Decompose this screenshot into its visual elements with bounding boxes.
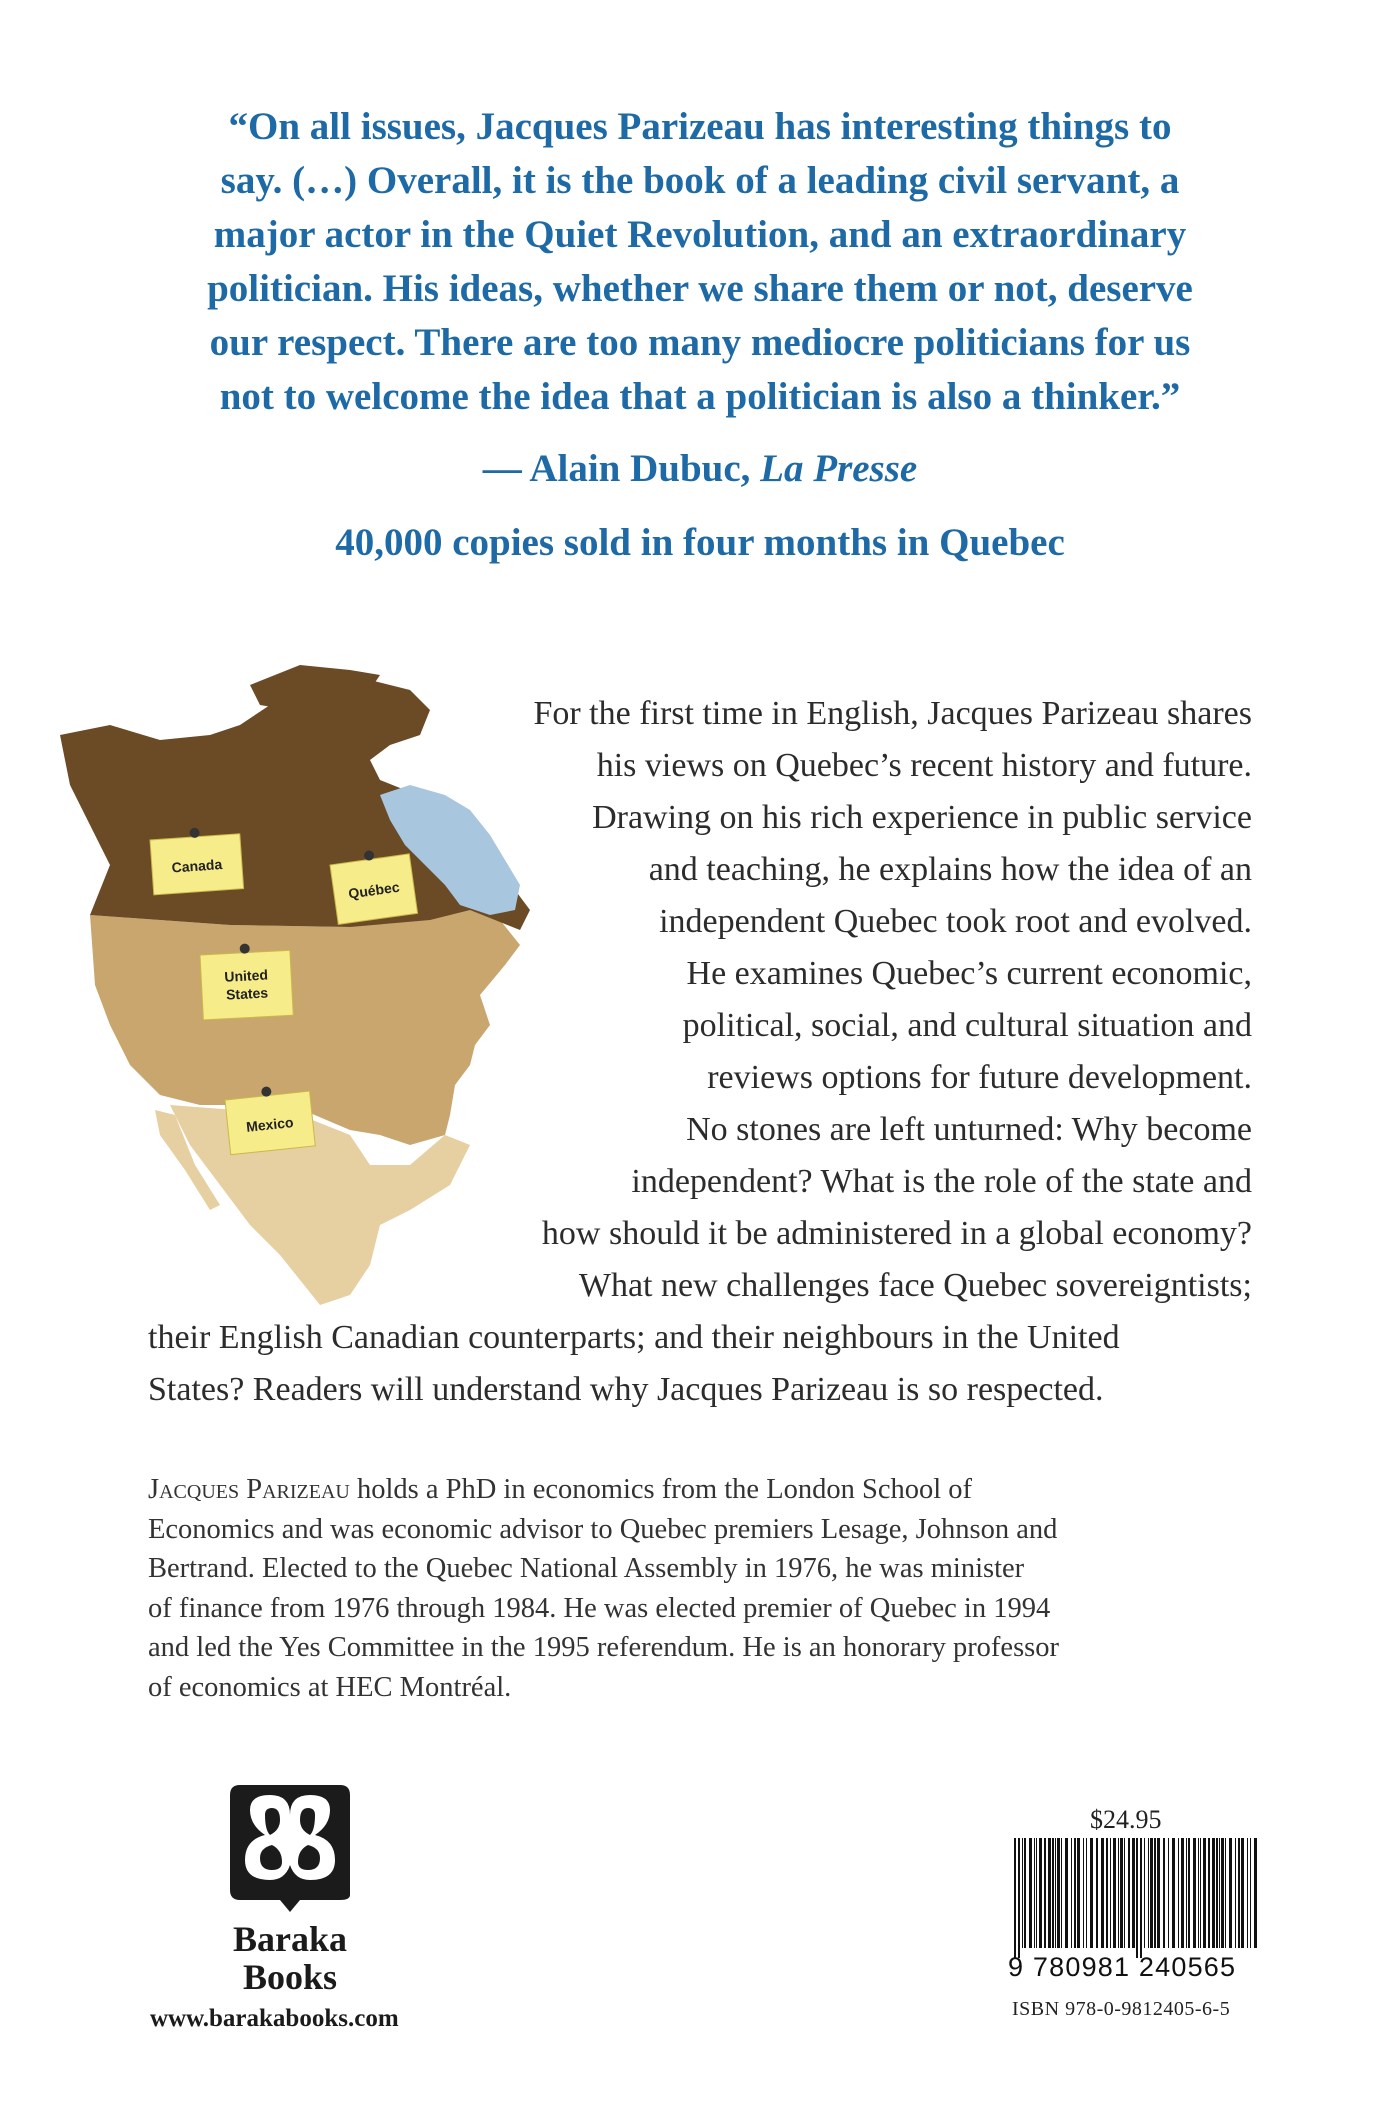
barcode-bar xyxy=(1036,1838,1037,1948)
barcode-bar xyxy=(1154,1838,1156,1948)
barcode-guard-bar xyxy=(1136,1838,1138,1958)
bio-line xyxy=(148,1470,1258,1510)
barcode-bar xyxy=(1055,1838,1056,1948)
barcode-bar xyxy=(1157,1838,1160,1948)
quote-line: “On all issues, Jacques Parizeau has interesting things to xyxy=(228,105,1172,148)
barcode-bar xyxy=(1238,1838,1240,1948)
note-label-mexico: Mexico xyxy=(245,1114,295,1135)
barcode-digits: 9 780981 240565 xyxy=(1008,1952,1237,1982)
barcode-bar xyxy=(1193,1838,1196,1948)
barcode-guard-bar xyxy=(1140,1838,1142,1958)
barcode-bar xyxy=(1250,1838,1251,1948)
barcode-bar xyxy=(1052,1838,1054,1948)
publisher-name xyxy=(195,1920,385,1996)
barcode-bar xyxy=(1034,1838,1035,1948)
description-line: and teaching, he explains how the idea of an xyxy=(648,851,1252,888)
barcode-bar xyxy=(1163,1838,1165,1948)
note-label-us-line2: States xyxy=(225,984,269,1003)
quote-line: our respect. There are too many mediocre politicians for us xyxy=(209,321,1191,364)
bio-line: Economics and was economic advisor to Quebec premiers Lesage, Johnson and xyxy=(148,1513,1058,1545)
barcode-bar xyxy=(1168,1838,1169,1948)
barcode-bar xyxy=(1128,1838,1130,1948)
quote-line: not to welcome the idea that a politician is also a thinker.” xyxy=(219,375,1181,418)
barcode-bar xyxy=(1124,1838,1125,1948)
description-line: reviews options for future development. xyxy=(707,1059,1252,1096)
description-line: Drawing on his rich experience in public service xyxy=(592,799,1252,836)
barcode-bar xyxy=(1071,1838,1072,1948)
barcode-bar xyxy=(1188,1838,1190,1948)
barcode-bar xyxy=(1212,1838,1215,1948)
barcode-bar xyxy=(1110,1838,1111,1948)
barcode-bar xyxy=(1086,1838,1087,1948)
author-bio xyxy=(148,1470,1258,1707)
barcode-bar xyxy=(1044,1838,1046,1948)
barcode-bar xyxy=(1216,1838,1218,1948)
bio-line: of economics at HEC Montréal. xyxy=(148,1671,512,1703)
bio-line: Bertrand. Elected to the Quebec National Assembly in 1976, he was minister xyxy=(148,1553,1025,1584)
barcode-bar xyxy=(1247,1838,1248,1948)
quote-line: politician. His ideas, whether we share them or not, deserve xyxy=(207,267,1193,310)
barcode-bar xyxy=(1024,1838,1026,1948)
barcode-bar xyxy=(1101,1838,1104,1948)
barcode-bar xyxy=(1090,1838,1093,1948)
barcode-bar xyxy=(1254,1838,1257,1948)
description-line: independent? What is the role of the state and xyxy=(631,1163,1252,1200)
publisher-name-line1: Baraka xyxy=(232,1919,347,1959)
barcode-guard-bar xyxy=(1018,1838,1020,1958)
description-line: how should it be administered in a global economy? xyxy=(541,1215,1252,1252)
barcode-bar xyxy=(1061,1838,1062,1948)
attribution-author: — Alain Dubuc, xyxy=(482,447,761,490)
sales-line: 40,000 copies sold in four months in Quebec xyxy=(335,521,1065,564)
barcode-bar xyxy=(1181,1838,1184,1948)
barcode-bar xyxy=(1225,1838,1226,1948)
description-line: He examines Quebec’s current economic, xyxy=(686,955,1252,992)
barcode-bar xyxy=(1120,1838,1123,1948)
description-line: independent Quebec took root and evolved. xyxy=(659,903,1252,940)
bio-line1-text: holds a PhD in economics from the London School of xyxy=(349,1474,973,1505)
barcode-bar xyxy=(1148,1838,1149,1948)
quote-line: major actor in the Quiet Revolution, and an extraordinary xyxy=(213,213,1187,256)
north-america-map xyxy=(50,665,570,1325)
barcode-bar xyxy=(1113,1838,1116,1948)
barcode-bar xyxy=(1118,1838,1119,1948)
barcode-bar xyxy=(1039,1838,1042,1948)
barcode-bar xyxy=(1083,1838,1084,1948)
barcode-bar xyxy=(1144,1838,1145,1948)
description-line: his views on Quebec’s recent history and future. xyxy=(596,747,1252,784)
isbn-label: ISBN 978-0-9812405-6-5 xyxy=(1012,1998,1231,2020)
price-label: $24.95 xyxy=(1090,1805,1162,1834)
barcode-bar xyxy=(1048,1838,1051,1948)
barcode-bar xyxy=(1022,1838,1023,1948)
note-label-canada: Canada xyxy=(171,856,223,876)
barcode-bar xyxy=(1229,1838,1232,1948)
barcode-bar xyxy=(1106,1838,1108,1948)
publisher-website: www.barakabooks.com xyxy=(150,2005,399,2032)
author-name: Jacques Parizeau xyxy=(148,1474,350,1505)
barcode-guard-bar xyxy=(1014,1838,1016,1958)
description-line: What new challenges face Quebec sovereigntists; xyxy=(578,1267,1252,1304)
barcode-bar xyxy=(1235,1838,1236,1948)
bio-line: and led the Yes Committee in the 1995 referendum. He is an honorary professor xyxy=(148,1632,1059,1663)
barcode-bar xyxy=(1077,1838,1080,1948)
barcode-bar xyxy=(1074,1838,1076,1948)
description-line: political, social, and cultural situation and xyxy=(682,1007,1252,1044)
attribution-source: La Presse xyxy=(760,447,918,490)
barcode-bar xyxy=(1150,1838,1153,1948)
description-line: For the first time in English, Jacques Parizeau shares xyxy=(533,695,1252,732)
barcode-bar xyxy=(1198,1838,1199,1948)
barcode-bar xyxy=(1186,1838,1187,1948)
barcode-bar xyxy=(1096,1838,1098,1948)
description-line: States? Readers will understand why Jacques Parizeau is so respected. xyxy=(148,1371,1104,1408)
review-quote xyxy=(150,100,1250,570)
barcode-bar xyxy=(1241,1838,1244,1948)
note-label-quebec: Québec xyxy=(347,878,401,902)
publisher-name-line2: Books xyxy=(242,1957,338,1997)
barcode-bar xyxy=(1057,1838,1060,1948)
barcode-bar xyxy=(1200,1838,1201,1948)
barcode-bar xyxy=(1172,1838,1175,1948)
barcode-bar xyxy=(1029,1838,1032,1948)
description-line: No stones are left unturned: Why become xyxy=(686,1111,1252,1148)
barcode-bar xyxy=(1203,1838,1206,1948)
barcode-bar xyxy=(1132,1838,1135,1948)
description-line: their English Canadian counterparts; and their neighbours in the United xyxy=(148,1319,1120,1356)
barcode-bar xyxy=(1219,1838,1220,1948)
barcode xyxy=(1010,1838,1270,1958)
quote-attribution xyxy=(150,442,1250,496)
bio-line: of finance from 1976 through 1984. He was elected premier of Quebec in 1994 xyxy=(148,1592,1051,1624)
barcode-bar xyxy=(1221,1838,1224,1948)
note-label-us-line1: United xyxy=(223,966,269,985)
barcode-bar xyxy=(1178,1838,1179,1948)
barcode-bar xyxy=(1065,1838,1068,1948)
publisher-logo-icon xyxy=(220,1780,360,1920)
quote-line: say. (…) Overall, it is the book of a leading civil servant, a xyxy=(220,159,1180,202)
barcode-bar xyxy=(1208,1838,1210,1948)
